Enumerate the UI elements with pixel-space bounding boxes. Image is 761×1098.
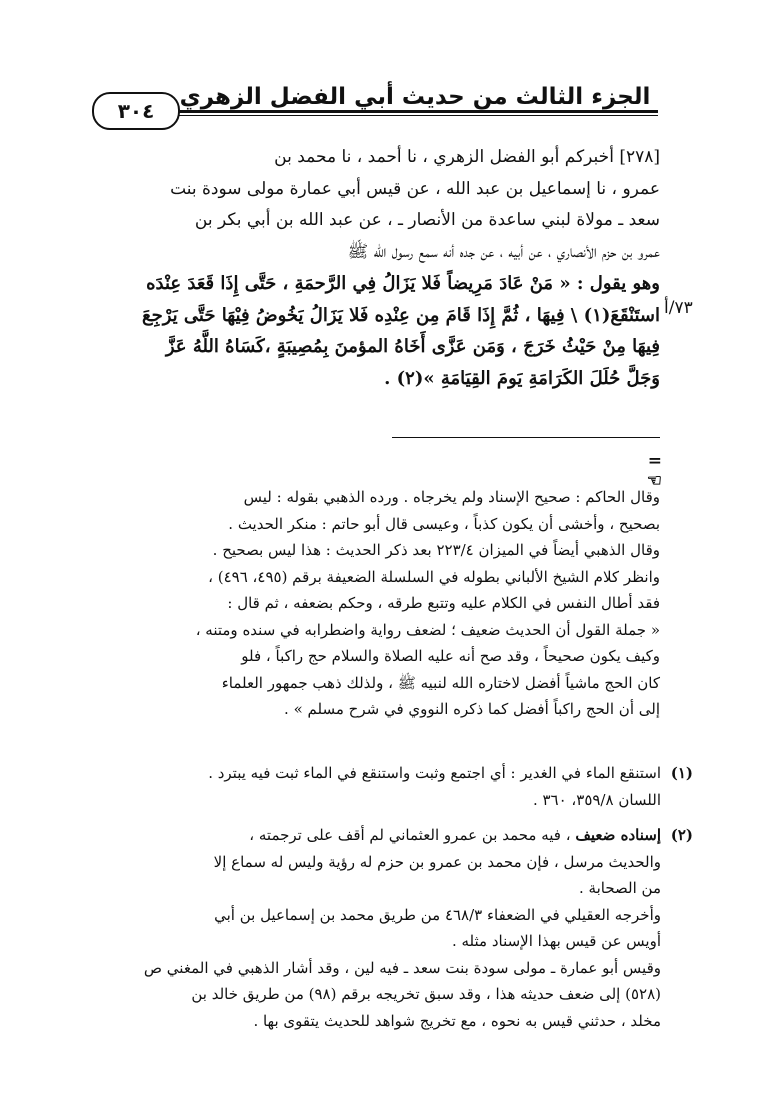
hadith-line: استَنْقَعَ(١) \ فِيهَا ، ثُمَّ إِذَا قَامَ مِن عِنْدِه فَلا يَزَالُ يَخُوضُ فِيْهَا حَتَّى يَرْجِعَ [142, 304, 660, 326]
note-line: وانظر كلام الشيخ الألباني بطوله في السلسلة الضعيفة برقم (٤٩٥، ٤٩٦) ، [208, 567, 660, 586]
footnote-divider [392, 437, 660, 438]
footnote-1 [113, 760, 693, 813]
note-line: فقد أطال النفس في الكلام عليه وتتبع طرقه ، وحكم بضعفه ، ثم قال : [227, 594, 660, 612]
hadith-text [88, 142, 660, 394]
footnote-2 [113, 822, 693, 1034]
footnote-line: من الصحابة . [579, 879, 661, 897]
note-line: وكيف يكون صحيحاً ، وقد صح أنه عليه الصلاة والسلام حج راكباً ، فلو [241, 647, 660, 665]
footnote-lead: إسناده ضعيف [575, 826, 661, 844]
hadith-line: عمرو بن حزم الأنصاري ، عن أبيه ، عن جده أنه سمع رسول الله ﷺ [347, 241, 660, 262]
note-line: إلى أن الحج راكباً أفضل كما ذكره النووي في شرح مسلم » . [284, 700, 660, 718]
note-line: كان الحج ماشياً أفضل لاختاره الله لنبيه ﷺ ، ولذلك ذهب جمهور العلماء [221, 673, 660, 692]
footnote-line: وأخرجه العقيلي في الضعفاء ٤٦٨/٣ من طريق محمد بن إسماعيل بن أبي [214, 905, 661, 924]
note-line: « جملة القول أن الحديث ضعيف ؛ لضعف رواية واضطرابه في سنده ومتنه ، [195, 620, 660, 639]
continuation-mark: = ☜ [646, 451, 662, 491]
footnote-number: (١) [670, 764, 693, 782]
note-line: بصحيح ، وأخشى أن يكون كذباً ، وعيسى قال أبو حاتم : منكر الحديث . [228, 514, 660, 533]
hadith-line: فِيهَا مِنْ حَيْثُ خَرَجَ ، وَمَن عَزَّى أَخَاهُ المؤمنَ بِمُصِيبَةٍ ،كَسَاهُ اللَّهُ عَزَّ [165, 336, 660, 357]
footnote-line [113, 822, 661, 849]
footnote-line: اللسان ٣٥٩/٨، ٣٦٠ . [532, 790, 661, 809]
footnote-text: ، فيه محمد بن عمرو العثماني لم أقف على ترجمته ، [249, 826, 571, 844]
hadith-line: سعد ـ مولاة لبني ساعدة من الأنصار ـ ، عن عبد الله بن أبي بكر بن [194, 210, 660, 230]
note-line: وقال الحاكم : صحيح الإسناد ولم يخرجاه . ورده الذهبي بقوله : ليس [243, 488, 660, 506]
running-header-title: الجزء الثالث من حديث أبي الفضل الزهري [179, 84, 651, 110]
hadith-line: وهو يقول : « مَنْ عَادَ مَرِيضاً فَلا يَزَالُ فِي الرَّحمَةِ ، حَتَّى إِذَا قَعَدَ عِنْدَه [146, 273, 660, 294]
footnote-line: (٥٢٨) إلى ضعف حديثه هذا ، وقد سبق تخريجه برقم (٩٨) من طريق خالد بن [191, 985, 661, 1003]
header-rule [96, 110, 658, 116]
footnote-number: (٢) [670, 826, 693, 844]
note-line: وقال الذهبي أيضاً في الميزان ٢٢٣/٤ بعد ذكر الحديث : هذا ليس بصحيح . [212, 541, 660, 559]
footnote-line: أويس عن قيس بهذا الإسناد مثله . [451, 932, 661, 950]
continued-note [88, 484, 660, 723]
hadith-line: [٢٧٨] أخبركم أبو الفضل الزهري ، نا أحمد ، نا محمد بن [274, 147, 660, 167]
footnote-line: مخلد ، حدثني قيس به نحوه ، مع تخريج شواهد للحديث يتقوى بها . [253, 1011, 661, 1030]
page-number-badge: ٣٠٤ [92, 92, 180, 130]
folio-marker: ٧٣/أ [664, 298, 693, 318]
hadith-line: عمرو ، نا إسماعيل بن عبد الله ، عن قيس أبي عمارة مولى سودة بنت [170, 178, 660, 199]
hadith-line: وَجَلَّ حُلَلَ الكَرَامَةِ يَومَ القِيَامَةِ »(٢) . [384, 367, 660, 389]
footnote-line: وقيس أبو عمارة ـ مولى سودة بنت سعد ـ فيه لين ، وقد أشار الذهبي في المغني ص [143, 958, 661, 977]
footnote-line: والحديث مرسل ، فإن محمد بن عمرو بن حزم له رؤية وليس له سماع إلا [213, 852, 661, 871]
footnote-line: استنقع الماء في الغدير : أي اجتمع وثبت واستنقع في الماء ثبت فيه يبترد . [208, 764, 661, 782]
